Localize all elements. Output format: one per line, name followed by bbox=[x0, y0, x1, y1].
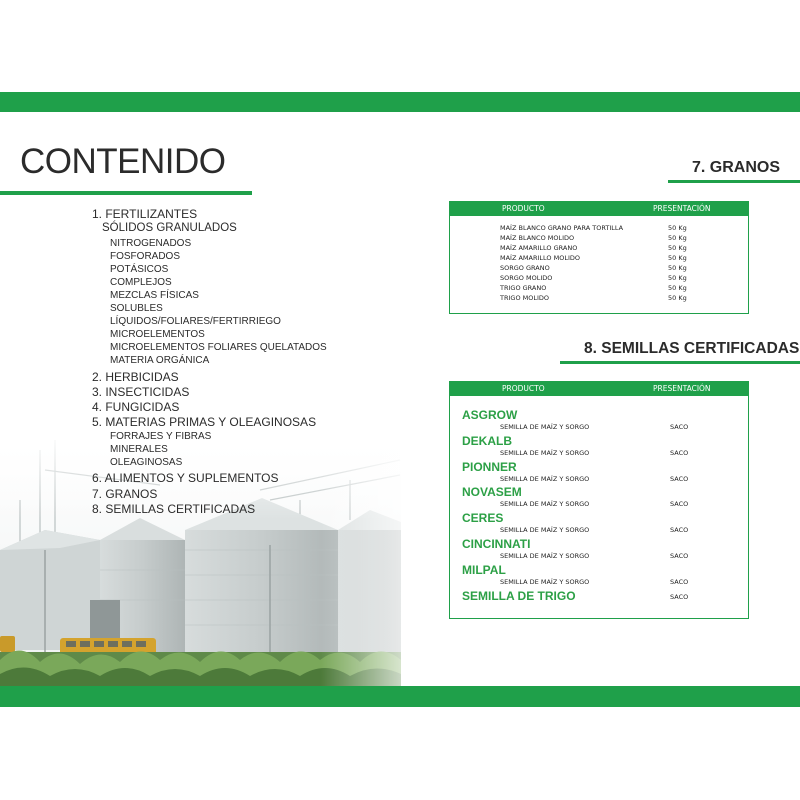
product-name: TRIGO GRANO bbox=[500, 284, 547, 292]
seed-description: SEMILLA DE MAÍZ Y SORGO bbox=[500, 500, 590, 509]
presentation-value: 50 Kg bbox=[668, 264, 687, 272]
seed-description: SEMILLA DE MAÍZ Y SORGO bbox=[500, 577, 590, 586]
granos-col-product: PRODUCTO bbox=[502, 204, 545, 213]
seed-brand: ASGROW bbox=[462, 408, 518, 422]
toc-item: SOLUBLES bbox=[110, 303, 163, 314]
toc-item: MICROELEMENTOS FOLIARES QUELATADOS bbox=[110, 342, 327, 353]
page-title: CONTENIDO bbox=[20, 142, 226, 181]
toc-item: LÍQUIDOS/FOLIARES/FERTIRRIEGO bbox=[110, 316, 281, 327]
semillas-table-header bbox=[450, 382, 748, 396]
toc-item: FORRAJES Y FIBRAS bbox=[110, 431, 212, 442]
presentation-value: 50 Kg bbox=[668, 294, 687, 302]
granos-title-underline bbox=[668, 180, 800, 183]
presentation-value: SACO bbox=[670, 592, 689, 601]
toc-item: NITROGENADOS bbox=[110, 238, 192, 249]
seed-description: SEMILLA DE MAÍZ Y SORGO bbox=[500, 552, 590, 560]
toc-item: MINERALES bbox=[110, 444, 168, 455]
toc-item: 3. INSECTICIDAS bbox=[92, 385, 190, 399]
semillas-col-product: PRODUCTO bbox=[502, 384, 545, 393]
granos-table bbox=[449, 201, 749, 314]
seed-brand: MILPAL bbox=[462, 562, 506, 577]
seed-brand: PIONNER bbox=[462, 459, 517, 474]
presentation-value: SACO bbox=[670, 448, 689, 457]
silos-photo bbox=[0, 430, 401, 686]
seed-description: SEMILLA DE MAÍZ Y SORGO bbox=[500, 448, 590, 457]
semillas-section-title: 8. SEMILLAS CERTIFICADAS bbox=[584, 340, 800, 357]
product-name: MAÍZ AMARILLO GRANO bbox=[500, 244, 578, 252]
product-name: TRIGO MOLIDO bbox=[500, 294, 550, 302]
seed-brand: CERES bbox=[462, 511, 504, 526]
product-name: MAÍZ AMARILLO MOLIDO bbox=[500, 254, 581, 262]
presentation-value: SACO bbox=[670, 552, 689, 560]
presentation-value: 50 Kg bbox=[668, 244, 687, 252]
seed-brand: NOVASEM bbox=[462, 485, 522, 500]
toc-item: POTÁSICOS bbox=[110, 264, 169, 275]
presentation-value: SACO bbox=[670, 577, 689, 586]
toc-item: 5. MATERIAS PRIMAS Y OLEAGINOSAS bbox=[92, 415, 317, 429]
presentation-value: SACO bbox=[670, 474, 689, 483]
granos-section-title: 7. GRANOS bbox=[692, 159, 781, 176]
toc-item: 7. GRANOS bbox=[92, 487, 158, 501]
seed-brand: SEMILLA DE TRIGO bbox=[462, 588, 576, 603]
toc-item: 4. FUNGICIDAS bbox=[92, 400, 180, 414]
toc-item: OLEAGINOSAS bbox=[110, 457, 183, 468]
presentation-value: SACO bbox=[670, 423, 689, 431]
toc-item: 6. ALIMENTOS Y SUPLEMENTOS bbox=[92, 471, 279, 485]
presentation-value: 50 Kg bbox=[668, 274, 687, 282]
seed-description: SEMILLA DE MAÍZ Y SORGO bbox=[500, 474, 590, 483]
toc-item: MATERIA ORGÁNICA bbox=[110, 355, 210, 366]
bottom-green-band bbox=[0, 686, 800, 707]
toc-item: MICROELEMENTOS bbox=[110, 329, 205, 340]
product-name: MAÍZ BLANCO GRANO PARA TORTILLA bbox=[500, 224, 624, 232]
seed-description: SEMILLA DE MAÍZ Y SORGO bbox=[500, 526, 590, 535]
presentation-value: 50 Kg bbox=[668, 234, 687, 242]
semillas-title-underline bbox=[560, 361, 800, 364]
semillas-col-presentation: PRESENTACIÓN bbox=[653, 384, 711, 393]
toc-item: SÓLIDOS GRANULADOS bbox=[102, 222, 237, 234]
toc-item: FOSFORADOS bbox=[110, 251, 181, 262]
granos-col-presentation: PRESENTACIÓN bbox=[653, 204, 711, 213]
seed-brand: CINCINNATI bbox=[462, 537, 531, 551]
product-name: SORGO MOLIDO bbox=[500, 274, 553, 282]
toc-item: 2. HERBICIDAS bbox=[92, 370, 179, 384]
product-name: SORGO GRANO bbox=[500, 264, 550, 272]
semillas-table bbox=[449, 381, 749, 619]
presentation-value: SACO bbox=[670, 500, 689, 509]
presentation-value: 50 Kg bbox=[668, 284, 687, 292]
toc-item: 1. FERTILIZANTES bbox=[92, 207, 198, 221]
granos-table-header bbox=[450, 202, 748, 216]
toc-item: COMPLEJOS bbox=[110, 277, 172, 288]
seed-brand: DEKALB bbox=[462, 433, 512, 448]
seed-description: SEMILLA DE MAÍZ Y SORGO bbox=[500, 423, 590, 431]
title-underline bbox=[0, 191, 252, 195]
top-green-band bbox=[0, 92, 800, 112]
toc-item: 8. SEMILLAS CERTIFICADAS bbox=[92, 502, 256, 516]
presentation-value: 50 Kg bbox=[668, 254, 687, 262]
presentation-value: 50 Kg bbox=[668, 224, 687, 232]
product-name: MAÍZ BLANCO MOLIDO bbox=[500, 234, 575, 242]
presentation-value: SACO bbox=[670, 526, 689, 535]
toc-item: MEZCLAS FÍSICAS bbox=[110, 290, 199, 301]
